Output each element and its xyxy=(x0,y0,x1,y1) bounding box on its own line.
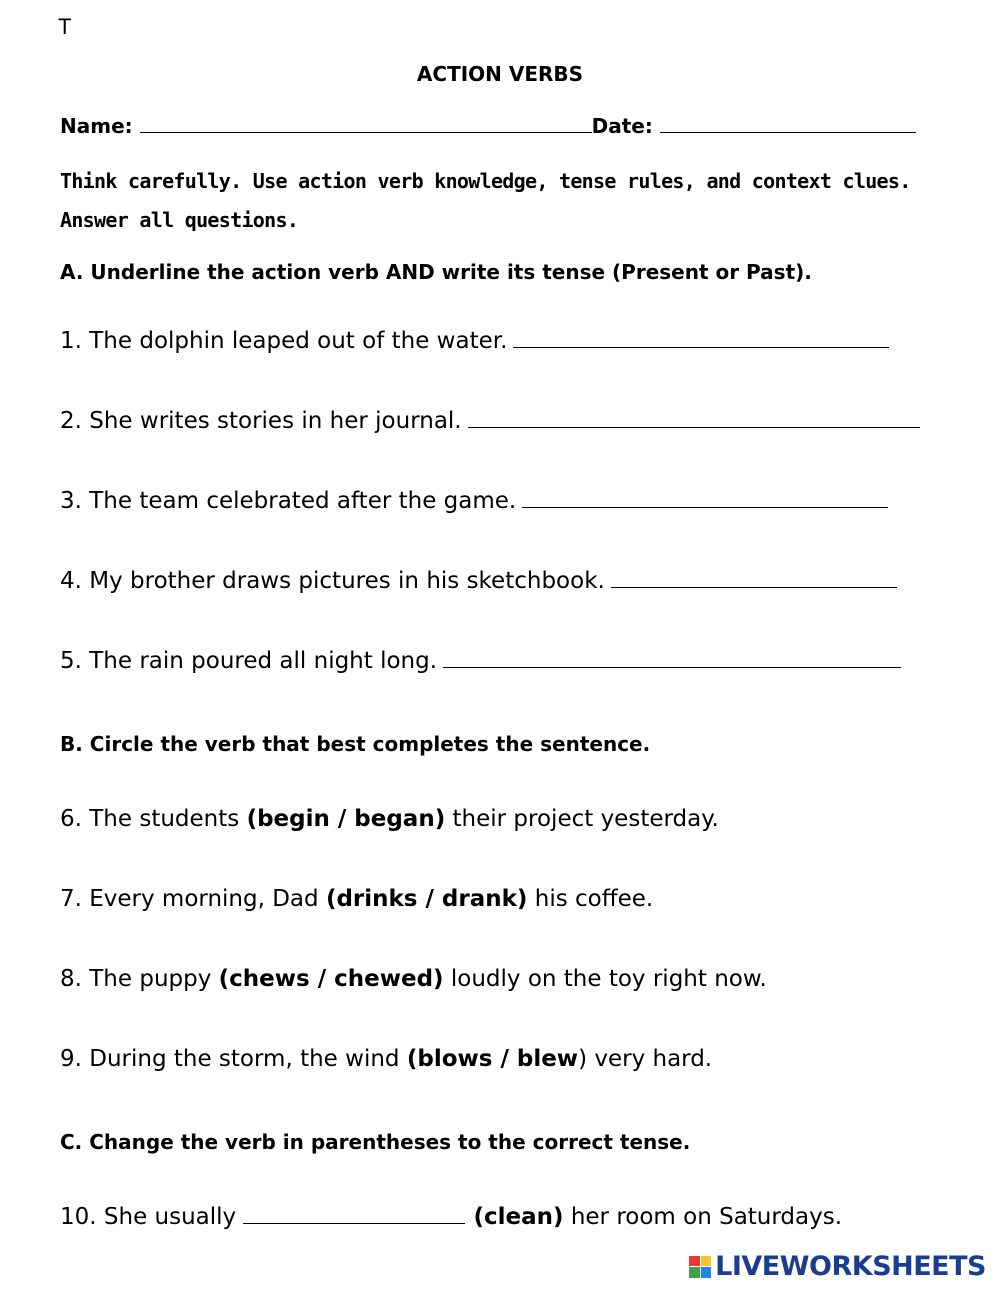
answer-line[interactable] xyxy=(468,409,920,428)
liveworksheets-logo xyxy=(689,1251,986,1282)
question-text: loudly on the toy right now. xyxy=(443,966,767,992)
name-answer-line[interactable] xyxy=(140,114,592,133)
question-1 xyxy=(60,328,889,354)
name-label: Name: xyxy=(60,114,133,138)
question-text: 10. She usually xyxy=(60,1204,244,1230)
worksheet-title: ACTION VERBS xyxy=(416,62,584,86)
question-8 xyxy=(60,966,767,992)
section-a-heading: A. Underline the action verb AND write its tense (Present or Past). xyxy=(60,260,812,284)
date-label: Date: xyxy=(591,114,653,138)
question-text: 2. She writes stories in her journal. xyxy=(60,408,462,434)
answer-line[interactable] xyxy=(611,569,897,588)
question-9 xyxy=(60,1046,712,1072)
question-3 xyxy=(60,488,888,514)
question-text: 7. Every morning, Dad xyxy=(60,886,326,912)
section-c-heading: C. Change the verb in parentheses to the correct tense. xyxy=(60,1130,691,1154)
verb-choice[interactable]: (chews / chewed) xyxy=(218,966,444,992)
question-text: their project yesterday. xyxy=(445,806,719,832)
question-text: 9. During the storm, the wind xyxy=(60,1046,407,1072)
question-10 xyxy=(60,1204,842,1230)
question-text: 3. The team celebrated after the game. xyxy=(60,488,517,514)
question-2 xyxy=(60,408,920,434)
question-text: ) very hard. xyxy=(578,1046,713,1072)
verb-choice[interactable]: (begin / began) xyxy=(246,806,446,832)
answer-line[interactable] xyxy=(513,329,889,348)
question-text: 8. The puppy xyxy=(60,966,219,992)
verb-choice[interactable]: (drinks / drank) xyxy=(325,886,528,912)
question-text: 6. The students xyxy=(60,806,247,832)
question-text: 1. The dolphin leaped out of the water. xyxy=(60,328,508,354)
answer-line[interactable] xyxy=(522,489,888,508)
corner-mark: T xyxy=(58,14,72,39)
question-5 xyxy=(60,648,901,674)
question-text: his coffee. xyxy=(527,886,654,912)
question-text: 5. The rain poured all night long. xyxy=(60,648,438,674)
date-answer-line[interactable] xyxy=(660,114,916,133)
section-b-heading: B. Circle the verb that best completes the sentence. xyxy=(60,732,651,756)
verb-prompt: (clean) xyxy=(473,1204,564,1230)
instructions: Think carefully. Use action verb knowledge, tense rules, and context clues. Answer all questions. xyxy=(60,169,911,232)
liveworksheets-logo-icon xyxy=(689,1256,711,1278)
logo-text: LIVEWORKSHEETS xyxy=(715,1251,986,1282)
answer-line[interactable] xyxy=(443,649,901,668)
answer-line[interactable] xyxy=(243,1205,465,1224)
name-date-row xyxy=(60,114,916,138)
question-7 xyxy=(60,886,653,912)
question-text: 4. My brother draws pictures in his sketchbook. xyxy=(60,568,605,594)
question-text: her room on Saturdays. xyxy=(563,1204,843,1230)
question-4 xyxy=(60,568,897,594)
question-6 xyxy=(60,806,719,832)
verb-choice[interactable]: (blows / blew xyxy=(406,1046,579,1072)
